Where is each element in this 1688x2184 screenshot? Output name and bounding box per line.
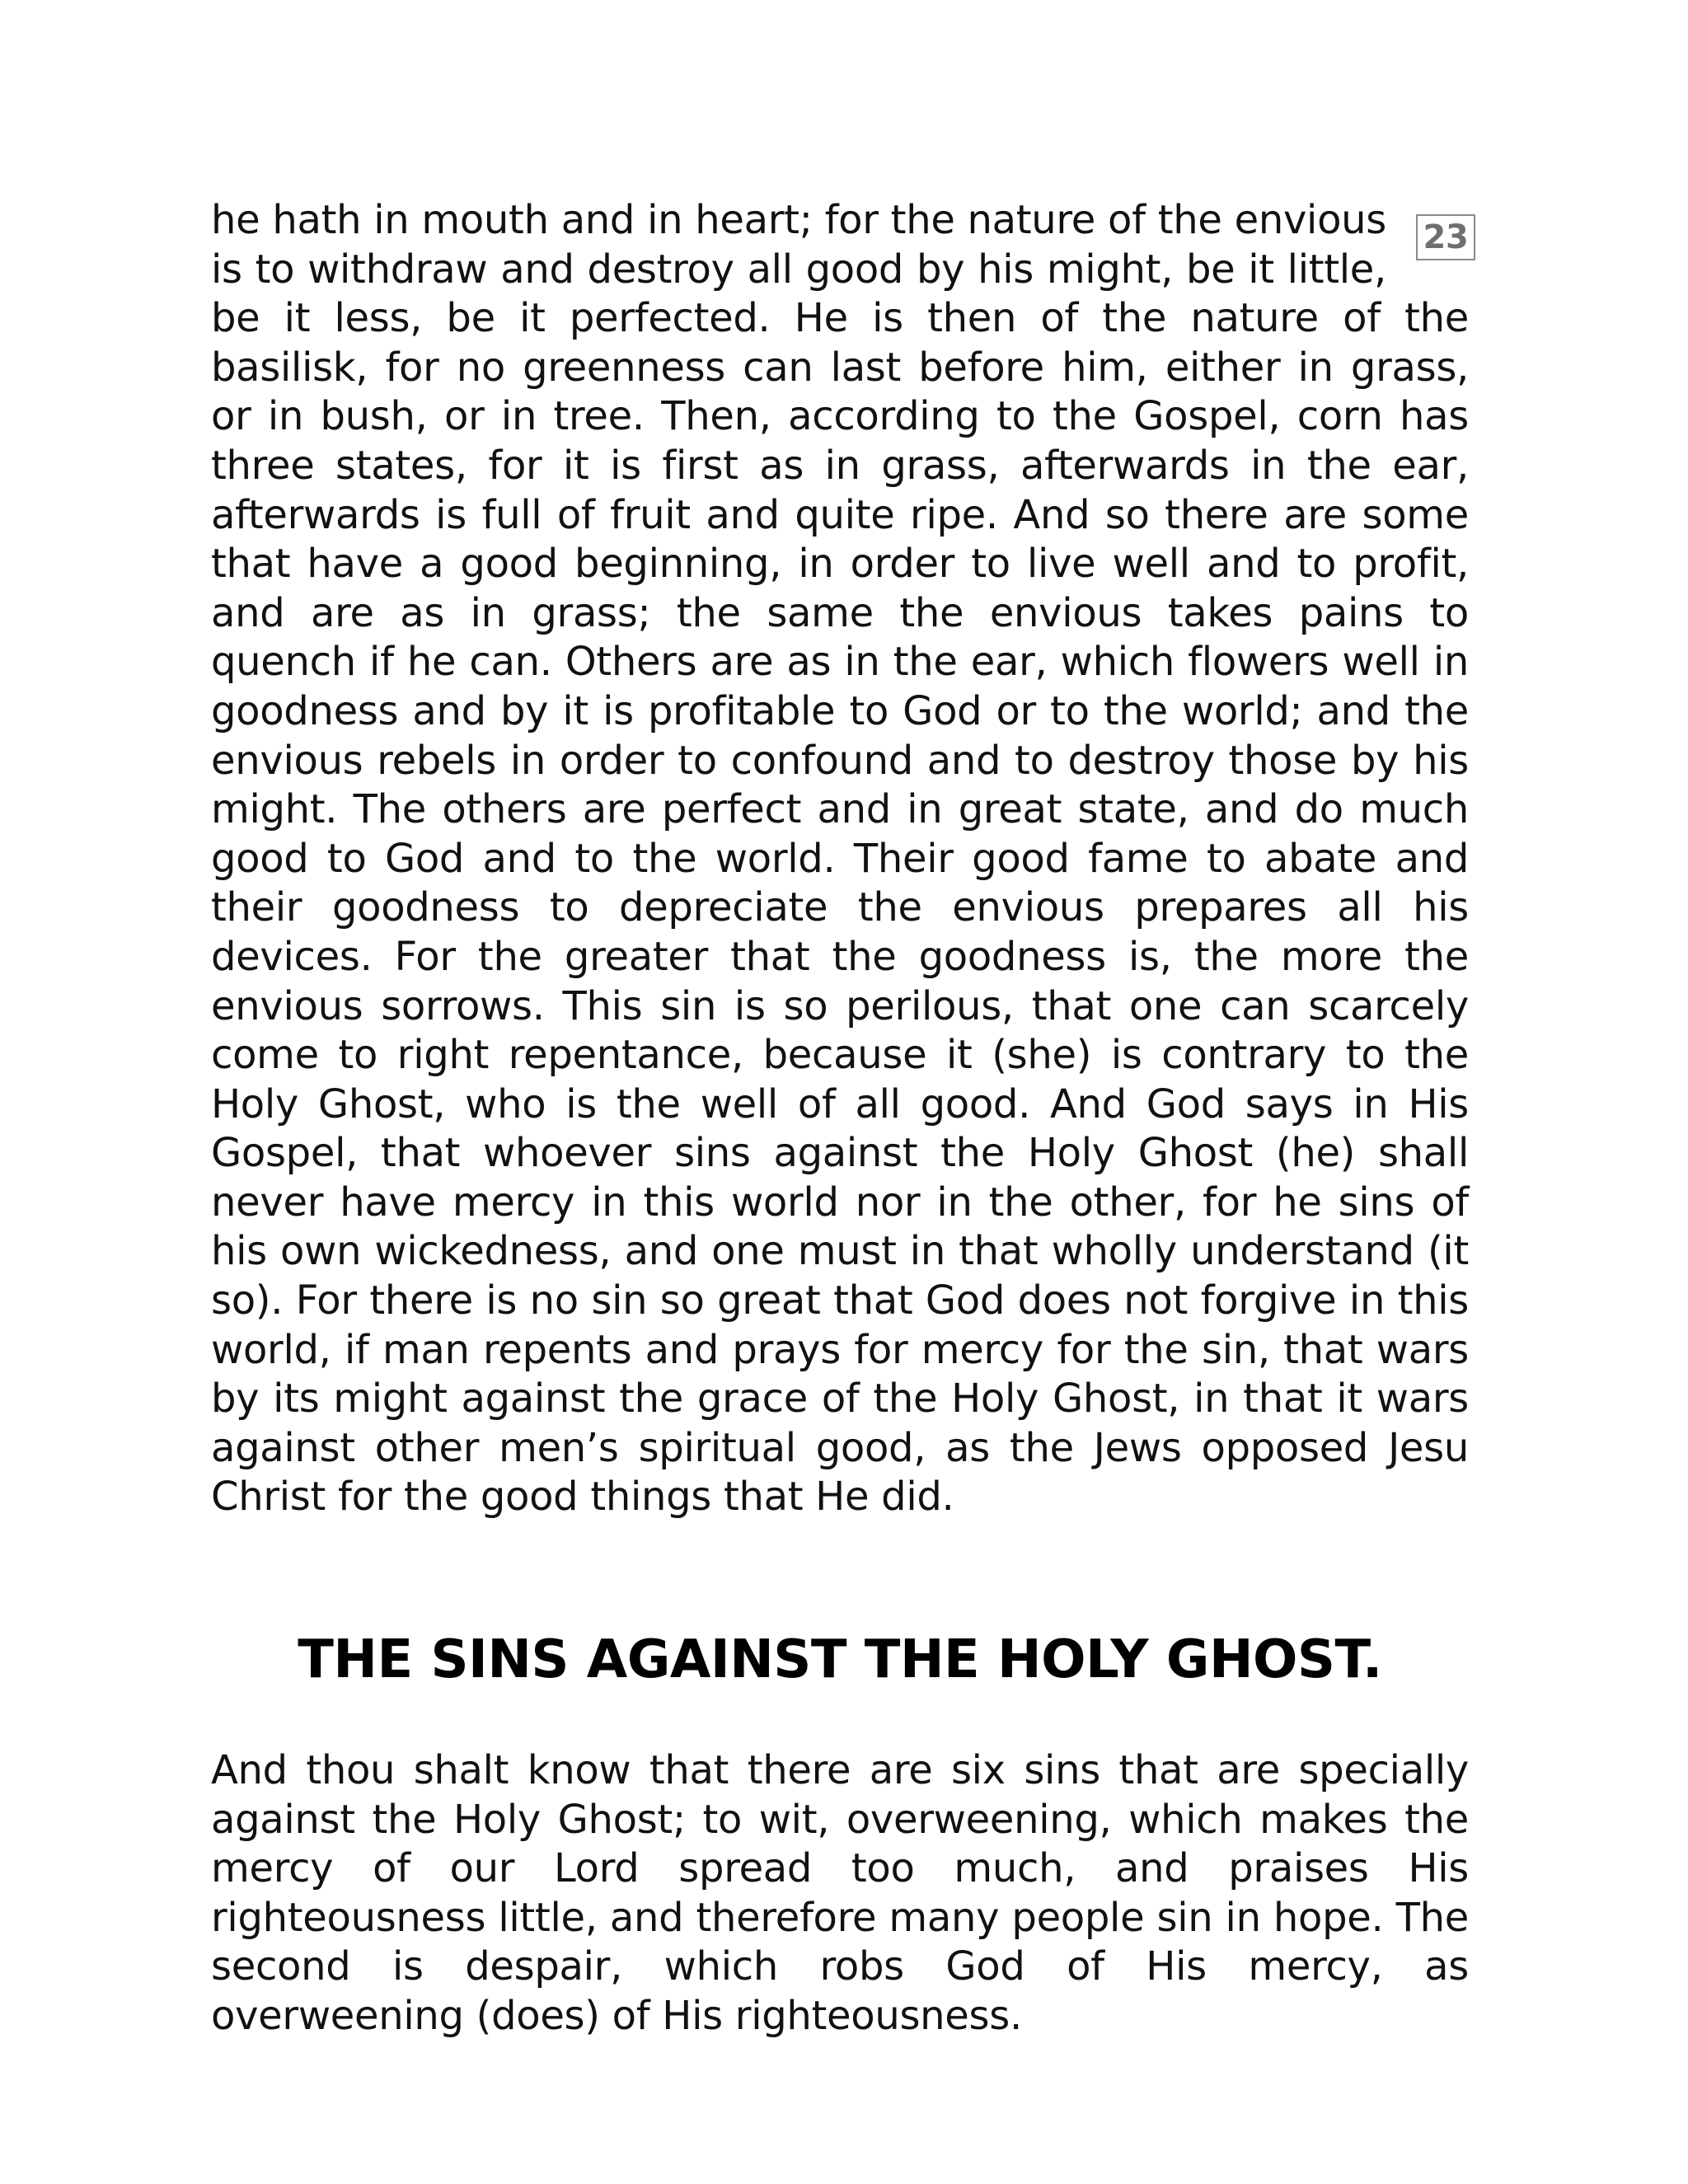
body-paragraph-2: And thou shalt know that there are six sins that are specially against the Holy Ghost; to wit, overweening, which makes the mercy of our Lord spread too much, and praises His righteousness little, and therefore many people sin in hope. The second is despair, which robs God of His mercy, as overweening (does) of His righteousness. [211,1747,1469,2039]
body-paragraph-1 [211,196,1469,1522]
page-number: 23 [1416,214,1475,260]
section-heading: THE SINS AGAINST THE HOLY GHOST. [298,1629,1382,1691]
page-content [211,196,1469,2041]
body-paragraph-1-text: he hath in mouth and in heart; for the nature of the envious is to withdraw and destroy all good by his might, be it little, be it less, be it perfected. He is then of the nature of the basilisk, for no greenness can last before him, either in grass, or in bush, or in tree. Then, according to the Gospel, corn has three states, for it is first as in grass, afterwards in the ear, afterwards is full of fruit and quite ripe. And so there are some that have a good beginning, in order to live well and to profit, and are as in grass; the same the envious takes pains to quench if he can. Others are as in the ear, which flowers well in goodness and by it is profitable to God or to the world; and the envious rebels in order to confound and to destroy those by his might. The others are perfect and in great state, and do much good to God and to the world. Their good fame to abate and their goodness to depreciate the envious prepares all his devices. For the greater that the goodness is, the more the envious sorrows. This sin is so perilous, that one can scarcely come to right repentance, because it (she) is contrary to the Holy Ghost, who is the well of all good. And God says in His Gospel, that whoever sins against the Holy Ghost (he) shall never have mercy in this world nor in the other, for he sins of his own wickedness, and one must in that wholly understand (it so). For there is no sin so great that God does not forgive in this world, if man repents and prays for mercy for the sin, that wars by its might against the grace of the Holy Ghost, in that it wars against other men’s spiritual good, as the Jews opposed Jesu Christ for the good things that He did. [211,197,1469,1521]
